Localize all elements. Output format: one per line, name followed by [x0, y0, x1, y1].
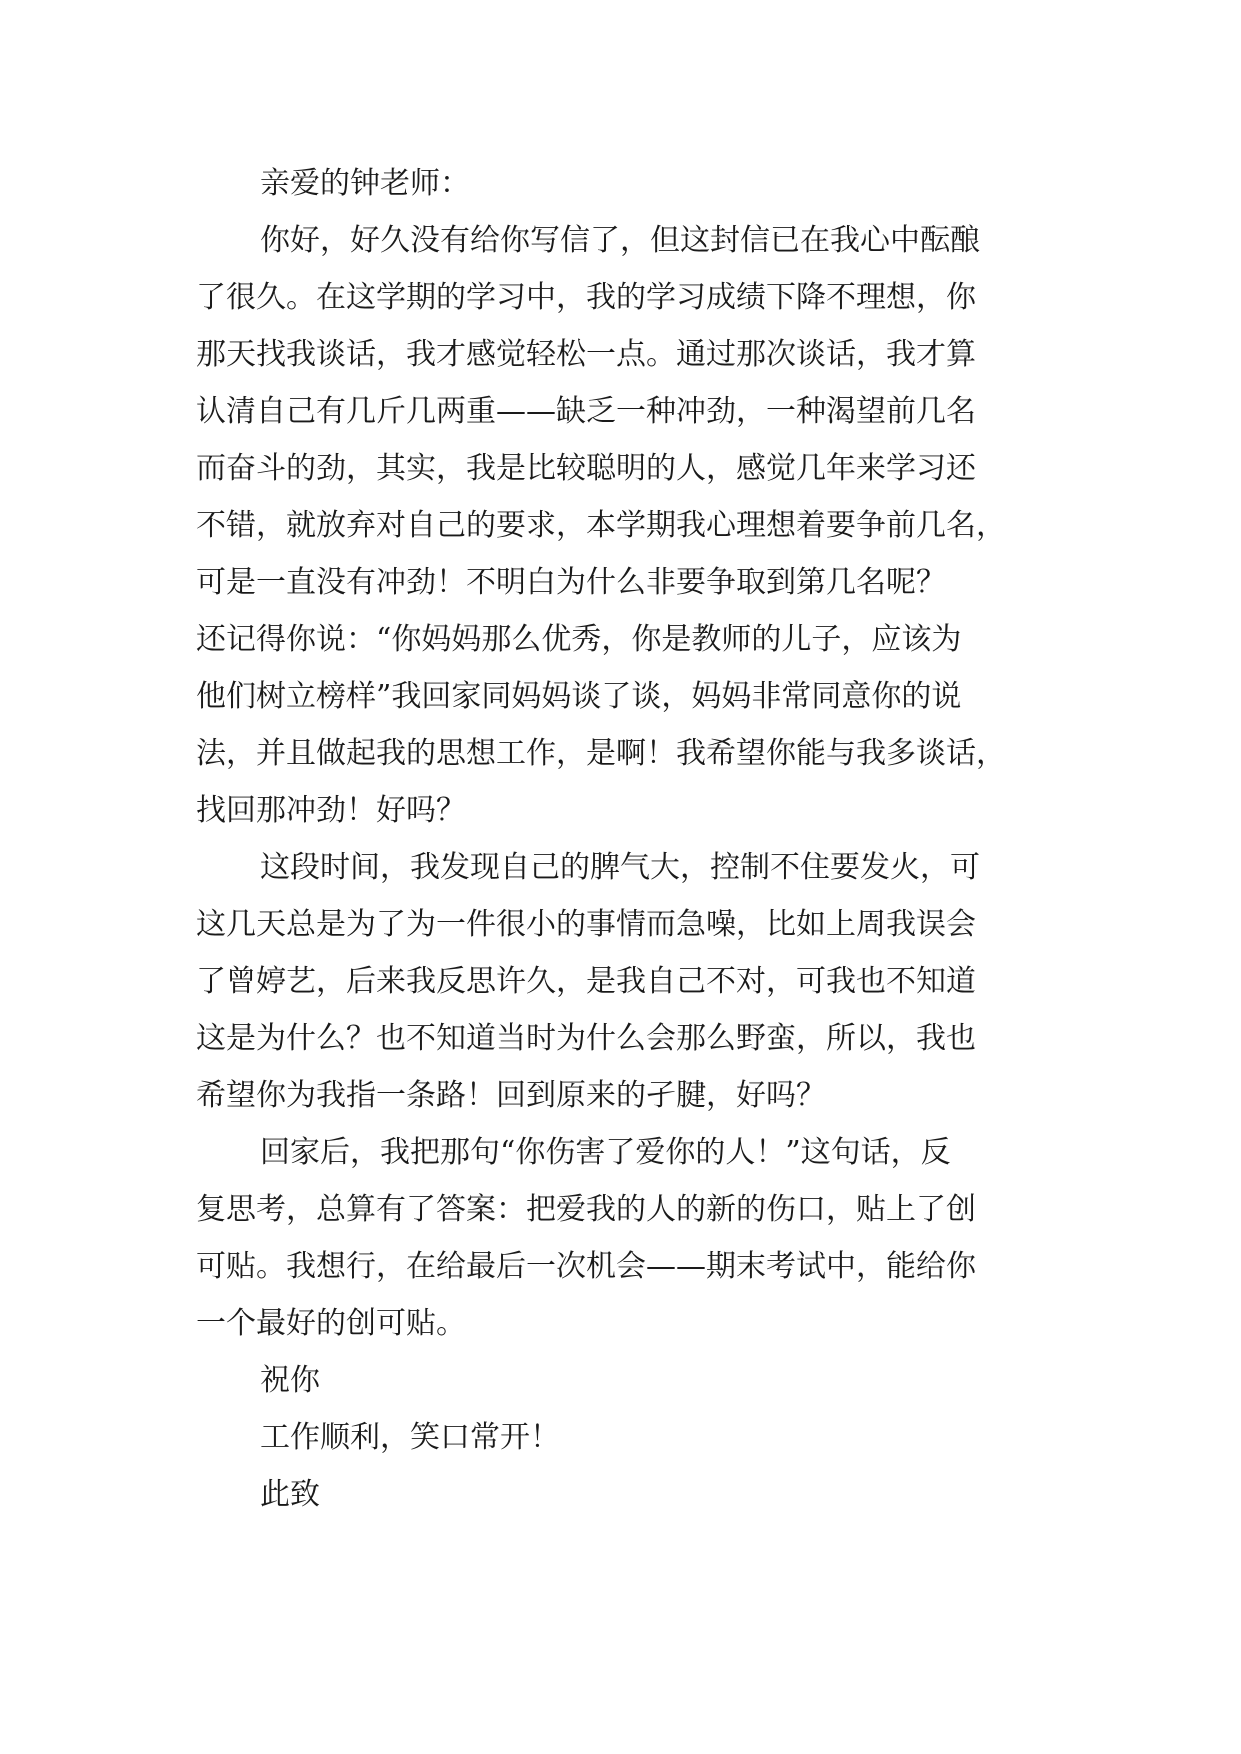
paragraph-line: 这是为什么？也不知道当时为什么会那么野蛮，所以，我也	[196, 1021, 976, 1056]
paragraph-line: 可是一直没有冲劲！不明白为什么非要争取到第几名呢？	[196, 565, 946, 600]
paragraph-line: 一个最好的创可贴。	[196, 1306, 466, 1341]
paragraph-line: 这几天总是为了为一件很小的事情而急噪，比如上周我误会	[196, 907, 976, 942]
paragraph-line: 了很久。在这学期的学习中，我的学习成绩下降不理想，你	[196, 280, 976, 315]
paragraph-2	[196, 839, 1056, 1124]
paragraph-line: 还记得你说：“你妈妈那么优秀，你是教师的儿子，应该为	[196, 622, 962, 657]
salutation: 亲爱的钟老师：	[260, 166, 470, 201]
paragraph-line: 他们树立榜样”我回家同妈妈谈了谈，妈妈非常同意你的说	[196, 679, 962, 714]
closing-wish: 祝你	[260, 1363, 320, 1398]
paragraph-line: 找回那冲劲！好吗？	[196, 793, 466, 828]
paragraph-line: 认清自己有几斤几两重——缺乏一种冲劲，一种渴望前几名	[196, 394, 976, 429]
paragraph-1	[196, 212, 1056, 839]
closing-salute: 此致	[260, 1477, 320, 1512]
paragraph-line: 希望你为我指一条路！回到原来的孑腱，好吗？	[196, 1078, 826, 1113]
paragraph-line: 可贴。我想行，在给最后一次机会——期末考试中，能给你	[196, 1249, 976, 1284]
paragraph-line: 复思考，总算有了答案：把爱我的人的新的伤口，贴上了创	[196, 1192, 976, 1227]
paragraph-line: 法，并且做起我的思想工作，是啊！我希望你能与我多谈话，	[196, 736, 1006, 771]
paragraph-line: 回家后，我把那句“你伤害了爱你的人！”这句话，反	[260, 1135, 951, 1170]
paragraph-line: 这段时间，我发现自己的脾气大，控制不住要发火，可	[260, 850, 980, 885]
paragraph-line: 你好，好久没有给你写信了，但这封信已在我心中酝酿	[260, 223, 980, 258]
closing-blessing: 工作顺利，笑口常开！	[260, 1420, 560, 1455]
paragraph-line: 那天找我谈话，我才感觉轻松一点。通过那次谈话，我才算	[196, 337, 976, 372]
paragraph-line: 而奋斗的劲，其实，我是比较聪明的人，感觉几年来学习还	[196, 451, 976, 486]
paragraph-line: 不错，就放弃对自己的要求，本学期我心理想着要争前几名，	[196, 508, 1006, 543]
paragraph-line: 了曾婷艺，后来我反思许久，是我自己不对，可我也不知道	[196, 964, 976, 999]
paragraph-3	[196, 1124, 1056, 1352]
letter-body	[196, 155, 1056, 1523]
